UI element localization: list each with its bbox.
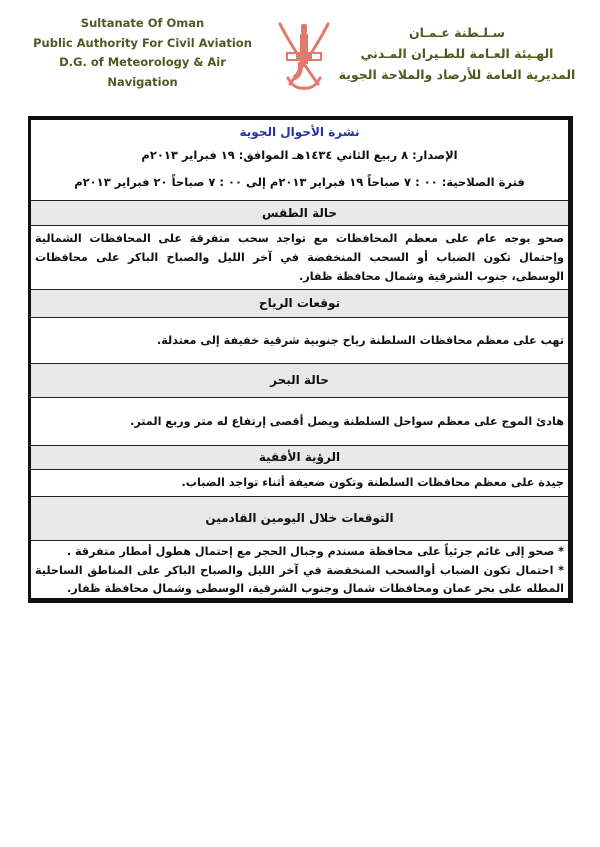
outlook-item: * احتمال تكون الضباب أوالسحب المنخفضة في آخر الليل والصباح الباكر على المناطق الساحلية المطله على بحر عمان ومحافظات شمال وجنوب الشرقية، الوسطى وشمال محافظة ظفار. [35, 563, 564, 595]
english-header-line: D.G. of Meteorology & Air [59, 55, 226, 69]
section-heading-outlook: التوقعات خلال اليومين القادمين [31, 497, 568, 541]
section-body-outlook [31, 541, 568, 598]
section-body-wind: تهب على معظم محافظات السلطنة رياح جنوبية شرقية خفيفة إلى معتدلة. [31, 318, 568, 364]
english-header-line: Navigation [107, 74, 178, 89]
section-body-weather: صحو بوجه عام على معظم المحافظات مع تواجد سحب متفرقة على المحافظات الشمالية وإحتمال تكون الضباب أو السحب المنخفضة في آخر الليل والصباح الباكر على محافظات الوسطى، جنوب الشرقية وشمال محافظة ظفار. [31, 226, 568, 290]
bulletin-intro [31, 120, 568, 201]
section-heading-visibility: الرؤية الأفقية [31, 446, 568, 470]
english-header [20, 14, 265, 92]
oman-national-emblem-icon [272, 18, 336, 94]
english-header-line: Public Authority For Civil Aviation [33, 35, 252, 50]
section-body-visibility: جيدة على معظم محافظات السلطنة وتكون ضعيفة أثناء تواجد الضباب. [31, 470, 568, 497]
issue-date-line: الإصدار: ٨ ربيع الثاني ١٤٣٤هـ الموافق: ١٩ فبراير ٢٠١٣م [141, 148, 458, 162]
arabic-header-line: المديرية العامة للأرصاد والملاحة الجوية [338, 67, 576, 82]
section-heading-sea: حالة البحر [31, 364, 568, 398]
section-heading-wind: توقعات الرياح [31, 290, 568, 318]
outlook-item: * صحو إلى غائم جزئياً على محافظة مسندم وجبال الحجر مع إحتمال هطول أمطار متفرقة . [66, 545, 564, 558]
english-header-line: Sultanate Of Oman [80, 16, 205, 30]
weather-bulletin-box [28, 116, 573, 603]
arabic-header [332, 22, 582, 85]
validity-period-line: فترة الصلاحية: ٠٠ : ٧ صباحاً ١٩ فبراير ٢٠١٣م إلى ٠٠ : ٧ صباحاً ٢٠ فبراير ٢٠١٣م [74, 175, 525, 189]
arabic-header-line: الهـيئة العـامة للطـيران المـدني [360, 46, 554, 61]
section-heading-weather: حالة الطقس [31, 201, 568, 226]
section-body-sea: هادئ الموج على معظم سواحل السلطنة ويصل أقصى إرتفاع له متر وربع المتر. [31, 398, 568, 446]
bulletin-title: نشرة الأحوال الجوية [239, 125, 360, 139]
arabic-header-line: سـلـطنة عـمـان [409, 25, 505, 40]
